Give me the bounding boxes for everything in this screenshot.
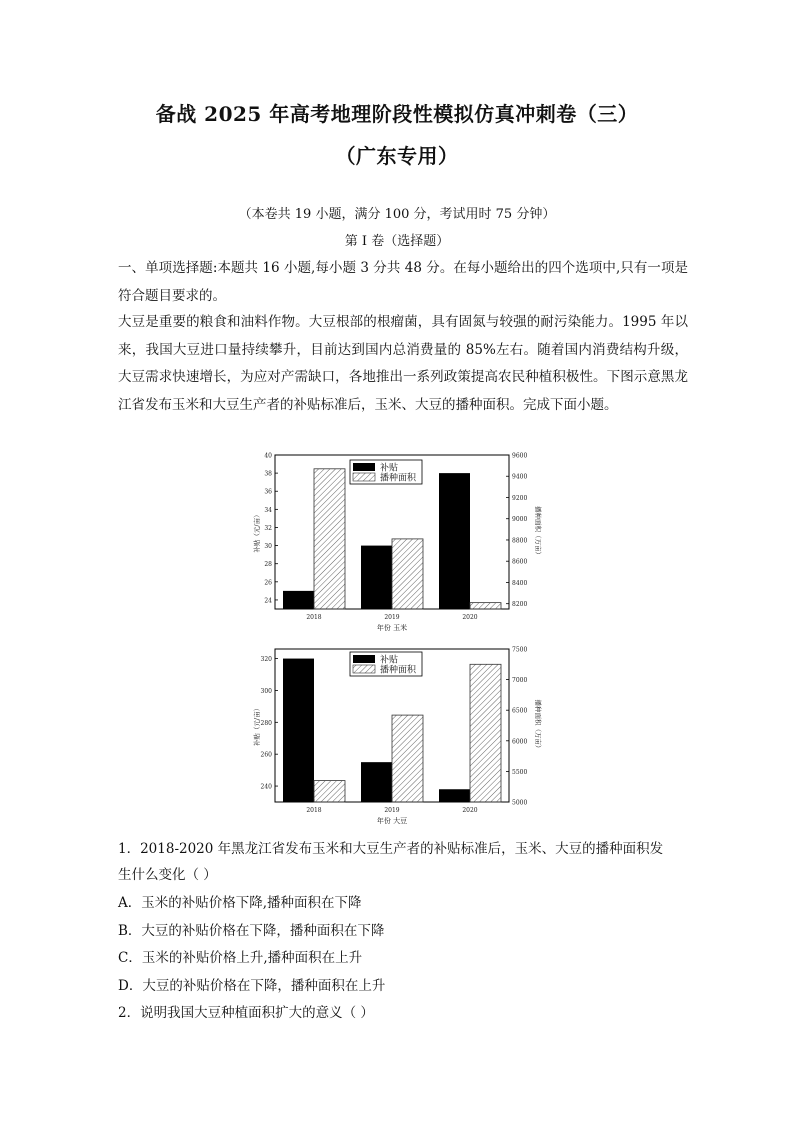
corn-chart — [245, 446, 545, 638]
section-heading: 第 I 卷（选择题） — [344, 234, 450, 249]
right-tick-label: 9000 — [512, 516, 528, 524]
option-a: A．玉米的补贴价格下降,播种面积在下降 — [118, 895, 362, 911]
right-tick-label: 5000 — [512, 799, 528, 807]
left-tick-label: 28 — [264, 561, 272, 569]
soybean-chart — [245, 640, 545, 830]
left-tick-label: 30 — [264, 543, 272, 551]
bar-planting-area — [392, 539, 423, 609]
exam-subtitle: （广东专用） — [335, 144, 459, 168]
legend-label-area: 播种面积 — [380, 473, 417, 484]
left-tick-label: 24 — [264, 597, 272, 605]
exam-note: （本卷共 19 小题，满分 100 分，考试用时 75 分钟） — [238, 207, 556, 222]
question-1-line-1: 1．2018-2020 年黑龙江省发布玉米和大豆生产者的补贴标准后，玉米、大豆的播种面积发 — [118, 841, 664, 857]
x-axis-label: 年份 玉米 — [376, 624, 408, 632]
legend-label-subsidy: 补贴 — [380, 655, 399, 666]
y-axis-label-right: 播种面积（万亩） — [534, 506, 542, 558]
left-tick-label: 34 — [264, 506, 272, 514]
x-tick-label: 2020 — [462, 614, 478, 621]
x-tick-label: 2018 — [306, 614, 322, 621]
y-axis-label-left: 补贴（元/亩） — [253, 511, 261, 553]
x-tick-label: 2020 — [462, 807, 478, 814]
bar-subsidy — [439, 789, 470, 802]
y-axis-label-left: 补贴（元/亩） — [253, 704, 261, 747]
bar-subsidy — [361, 546, 392, 609]
x-axis-label: 年份 大豆 — [376, 817, 408, 825]
bar-subsidy — [361, 762, 392, 802]
left-tick-label: 32 — [264, 524, 272, 532]
right-tick-label: 7000 — [512, 677, 528, 685]
y-axis-label-right: 播种面积（万亩） — [534, 699, 542, 752]
bar-planting-area — [392, 715, 423, 802]
legend-label-subsidy: 补贴 — [380, 463, 399, 474]
legend-swatch-area — [353, 665, 375, 673]
left-tick-label: 38 — [264, 470, 272, 478]
right-tick-label: 8800 — [512, 537, 528, 545]
left-tick-label: 320 — [260, 656, 272, 664]
question-1-line-2: 生什么变化（ ） — [118, 867, 217, 883]
exam-title: 备战 2025 年高考地理阶段性模拟仿真冲刺卷（三） — [155, 102, 639, 126]
right-tick-label: 8600 — [512, 558, 528, 566]
left-tick-label: 26 — [264, 579, 272, 587]
bar-planting-area — [470, 603, 501, 609]
right-tick-label: 9600 — [512, 452, 528, 460]
x-tick-label: 2019 — [384, 807, 400, 814]
option-d: D．大豆的补贴价格在下降，播种面积在上升 — [118, 978, 386, 994]
legend-label-area: 播种面积 — [380, 665, 417, 676]
left-tick-label: 260 — [260, 751, 272, 759]
right-tick-label: 8200 — [512, 601, 528, 609]
x-tick-label: 2019 — [384, 614, 400, 621]
bar-planting-area — [314, 469, 345, 609]
right-tick-label: 6500 — [512, 707, 528, 715]
instructions: 一、单项选择题:本题共 16 小题,每小题 3 分共 48 分。在每小题给出的四个选项中,只有一项是符合题目要求的。 — [118, 260, 688, 304]
option-b: B．大豆的补贴价格在下降，播种面积在下降 — [118, 923, 385, 939]
right-tick-label: 7500 — [512, 646, 528, 654]
right-tick-label: 8400 — [512, 579, 528, 587]
option-c: C．玉米的补贴价格上升,播种面积在上升 — [118, 950, 363, 966]
left-tick-label: 300 — [260, 687, 272, 695]
legend-swatch-subsidy — [353, 655, 375, 663]
bar-subsidy — [439, 473, 470, 609]
left-tick-label: 280 — [260, 719, 272, 727]
bar-planting-area — [314, 781, 345, 802]
right-tick-label: 9200 — [512, 494, 528, 502]
right-tick-label: 6000 — [512, 738, 528, 746]
question-2: 2．说明我国大豆种植面积扩大的意义（ ） — [118, 1005, 374, 1021]
right-tick-label: 9400 — [512, 473, 528, 481]
passage: 大豆是重要的粮食和油料作物。大豆根部的根瘤菌，具有固氮与较强的耐污染能力。1995 年以来，我国大豆进口量持续攀升，目前达到国内总消费量的 85%左右。随着国内消费结构升级，大豆需求快速增长，为应对产需缺口，各地推出一系列政策提高农民种植积极性。下图示意黑龙江省发布玉米和大豆生产者的补贴标准后，玉米、大豆的播种面积。完成下面小题。 — [118, 314, 688, 413]
left-tick-label: 40 — [264, 452, 272, 460]
bar-subsidy — [283, 591, 314, 609]
legend-swatch-subsidy — [353, 463, 375, 471]
right-tick-label: 5500 — [512, 768, 528, 776]
legend-swatch-area — [353, 473, 375, 481]
x-tick-label: 2018 — [306, 807, 322, 814]
left-tick-label: 36 — [264, 488, 272, 496]
left-tick-label: 240 — [260, 783, 272, 791]
bar-planting-area — [470, 664, 501, 802]
bar-subsidy — [283, 659, 314, 802]
